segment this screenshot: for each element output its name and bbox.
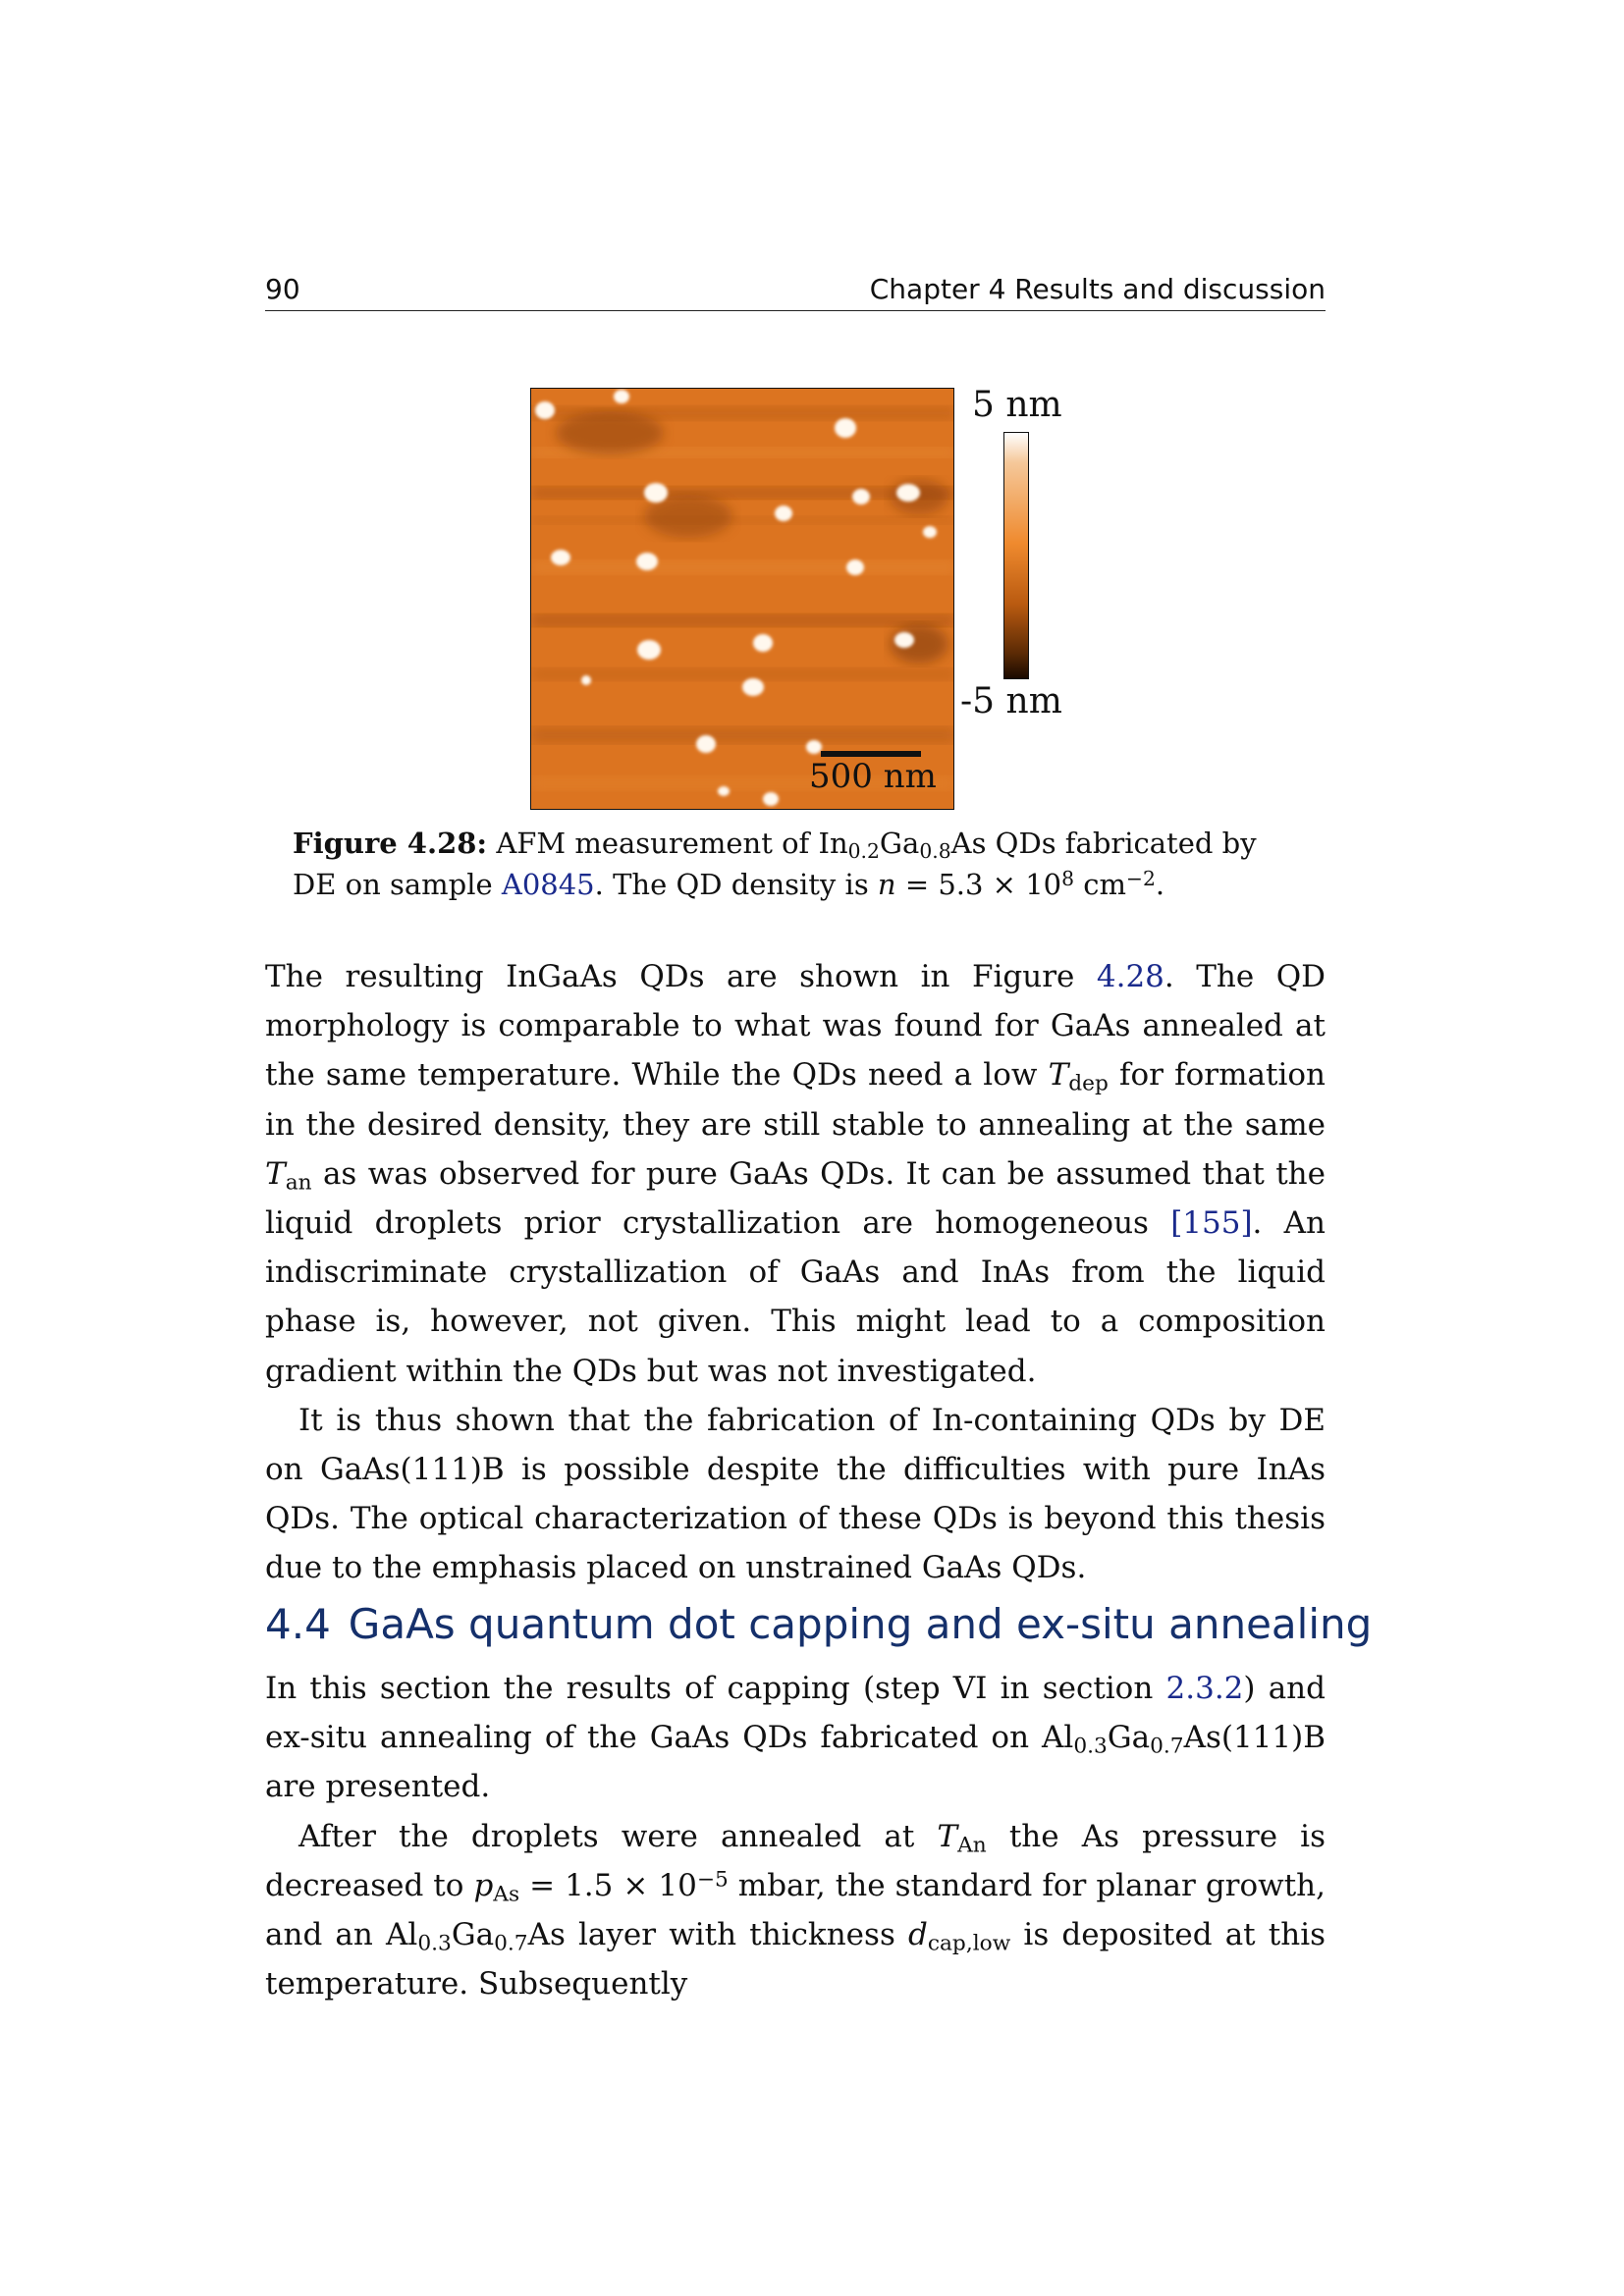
paragraph: It is thus shown that the fabrication of In-containing QDs by DE on GaAs(111)B is possible despite the difficulties with pure InAs QDs. The optical characterization of these QDs is beyond this thesis due to the emphasis placed on unstrained GaAs QDs. (265, 1402, 1326, 1586)
figure-reference-link[interactable]: 4.28 (1096, 959, 1164, 994)
section-reference-link[interactable]: 2.3.2 (1165, 1671, 1244, 1706)
colorbar-max-label: 5 nm (972, 385, 1062, 425)
caption-text: Ga (879, 827, 920, 860)
math-subscript: cap,low (927, 1931, 1011, 1956)
text-run: is deposited at this temperature. Subsequently (265, 1917, 1326, 2002)
caption-text: = 5.3 × 10 (895, 868, 1062, 901)
text-run: Ga (451, 1917, 495, 1953)
caption-subscript: 0.2 (847, 839, 880, 864)
page-number: 90 (265, 273, 300, 305)
colorbar-min-label: -5 nm (960, 681, 1062, 721)
caption-label: Figure 4.28: (293, 827, 488, 860)
math-variable: T (1048, 1057, 1069, 1094)
math-subscript: an (285, 1170, 312, 1196)
afm-surface-graphic (531, 389, 954, 810)
caption-superscript: 8 (1061, 866, 1075, 890)
math-subscript: 0.3 (1073, 1734, 1108, 1759)
body-text-block-1 (265, 952, 1326, 1593)
text-run: = 1.5 × 10 (519, 1867, 697, 1903)
text-run: ) and ex-situ annealing of the GaAs QDs fabricated on Al (265, 1671, 1326, 1756)
text-run: As layer with thickness (527, 1917, 908, 1953)
math-subscript: dep (1068, 1071, 1109, 1096)
paragraph (265, 952, 1326, 1396)
text-run: . The QD morphology is comparable to what was found for GaAs annealed at the same temperature. While the QDs need a low (265, 959, 1326, 1094)
text-run: After the droplets were annealed at (298, 1818, 938, 1854)
caption-subscript: 0.8 (919, 839, 951, 864)
math-subscript: 0.7 (1150, 1734, 1184, 1759)
section-title: GaAs quantum dot capping and ex-situ annealing (348, 1600, 1373, 1648)
text-run: mbar, the standard for planar growth, and an Al (265, 1867, 1326, 1953)
caption-text: As QDs fabricated by DE on sample (293, 827, 1257, 901)
math-variable: p (473, 1867, 494, 1903)
caption-text: . The QD density is (594, 868, 878, 901)
text-run: As(111)B are presented. (265, 1720, 1326, 1805)
text-run: for formation in the desired density, they are still stable to annealing at the same (265, 1057, 1326, 1143)
text-run: . An indiscriminate crystallization of GaAs and InAs from the liquid phase is, however, not given. This might lead to a composition gradient within the QDs but was not investigated. (265, 1205, 1326, 1389)
math-superscript: −5 (696, 1867, 729, 1893)
text-run: as was observed for pure GaAs QDs. It can be assumed that the liquid droplets prior crystallization are homogeneous (265, 1155, 1326, 1242)
section-number: 4.4 (265, 1600, 331, 1648)
paragraph (265, 1664, 1326, 1812)
afm-image (530, 388, 954, 810)
body-text-block-2 (265, 1664, 1326, 2008)
math-variable: n (877, 868, 896, 901)
running-title: Chapter 4 Results and discussion (869, 273, 1326, 305)
math-subscript: 0.3 (417, 1931, 452, 1956)
paragraph (265, 1812, 1326, 2009)
caption-text: AFM measurement of In (487, 827, 848, 860)
section-heading (265, 1600, 1372, 1648)
running-header (265, 267, 1326, 311)
text-run: The resulting InGaAs QDs are shown in Figure (265, 959, 1097, 994)
caption-text: cm (1074, 868, 1126, 901)
citation-link[interactable]: [155] (1170, 1205, 1253, 1242)
math-subscript: An (957, 1833, 987, 1858)
figure-caption (293, 823, 1304, 905)
math-variable: d (908, 1917, 928, 1953)
colorbar (1003, 432, 1029, 679)
caption-superscript: −2 (1125, 866, 1156, 890)
sample-link[interactable]: A0845 (501, 868, 595, 901)
math-subscript: 0.7 (494, 1931, 528, 1956)
text-run: In this section the results of capping (step VI in section (265, 1671, 1166, 1706)
math-subscript: As (493, 1882, 520, 1907)
caption-text: . (1155, 868, 1165, 901)
math-variable: T (937, 1818, 958, 1854)
text-run: the As pressure is decreased to (265, 1818, 1326, 1903)
math-variable: T (265, 1155, 286, 1192)
scale-bar-label: 500 nm (809, 757, 937, 796)
text-run: Ga (1107, 1720, 1151, 1756)
